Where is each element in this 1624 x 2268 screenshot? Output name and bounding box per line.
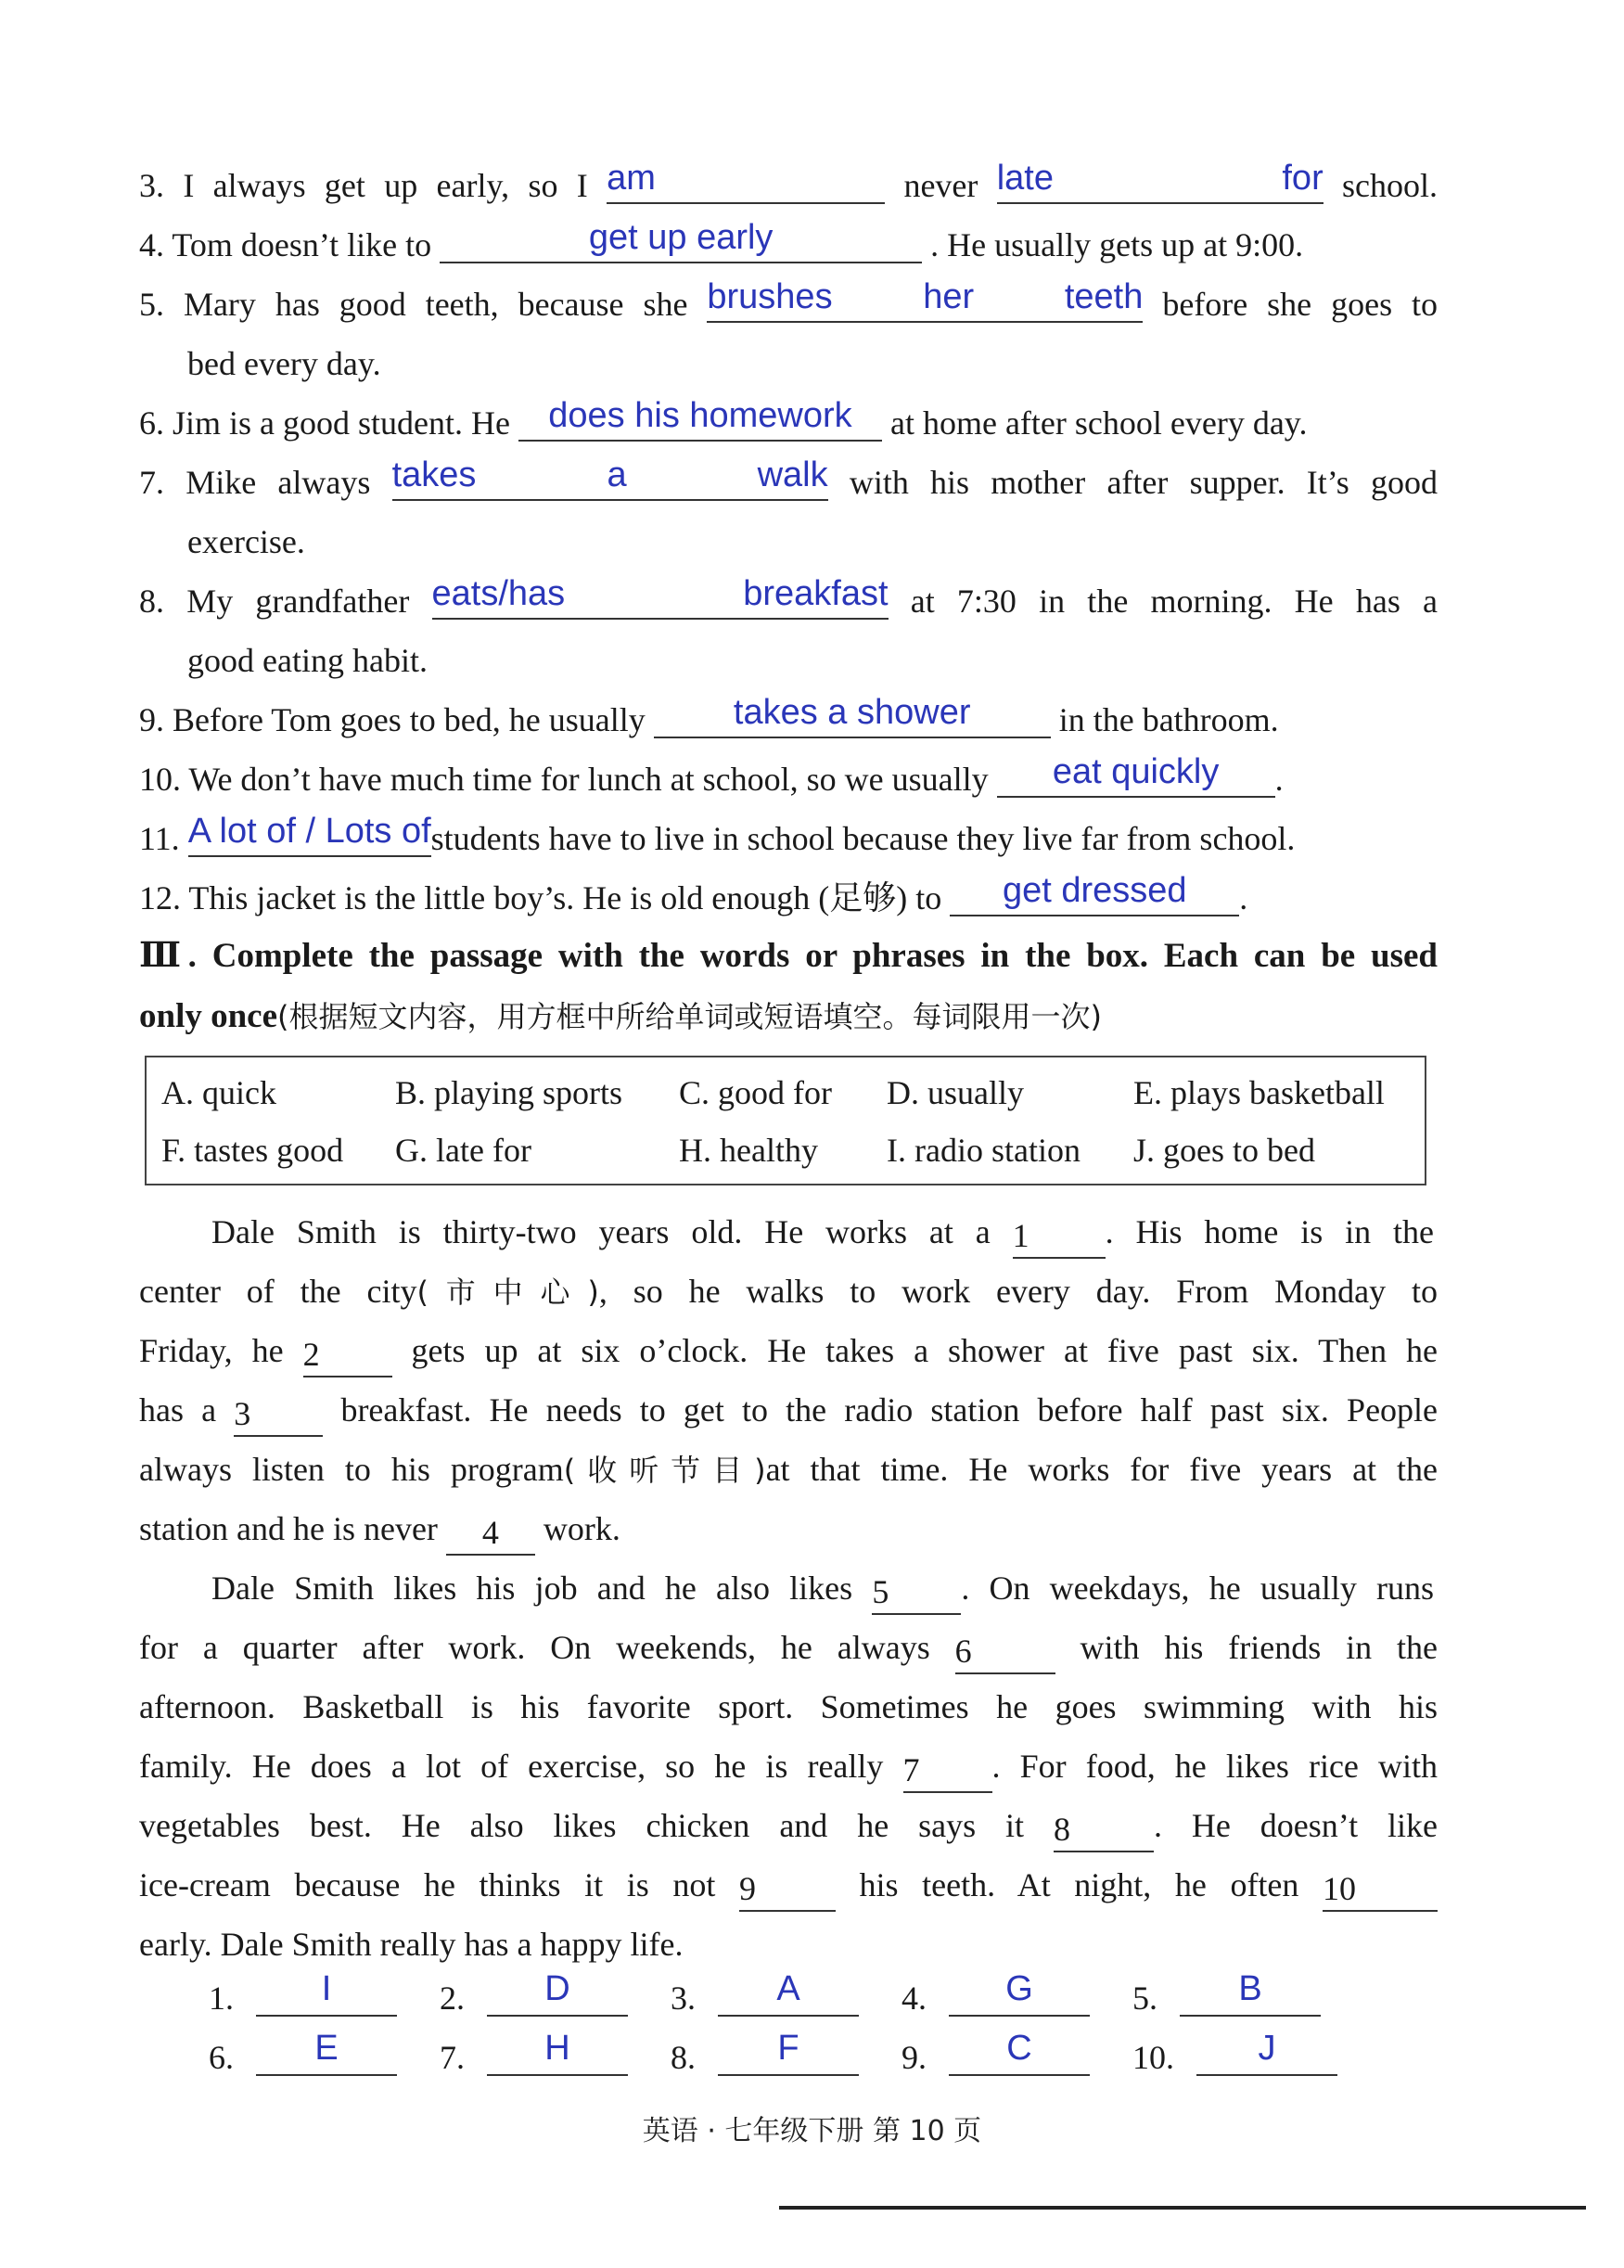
- answer-key-1: 1. I: [209, 1970, 397, 2018]
- passage-blank-number: 6: [955, 1630, 1055, 1674]
- handwritten-answer: A lot of / Lots of: [187, 812, 431, 851]
- option-e: E. plays basketball: [1133, 1074, 1385, 1111]
- passage-blank-number: 8: [1054, 1808, 1154, 1852]
- item-12: 12. This jacket is the little boy’s. He is old enough (足够) to get dressed .: [139, 868, 1438, 928]
- passage-line: Friday, he 2 gets up at six o’clock. He takes a shower at five past six. Then he: [139, 1321, 1438, 1380]
- answer-key-9: 9. C: [902, 2030, 1090, 2077]
- passage-line: early. Dale Smith really has a happy life.: [139, 1926, 684, 1963]
- passage-line: always listen to his program(收听节目)at that time. He works for five years at the: [139, 1451, 1438, 1488]
- passage-blank-number: 5: [872, 1570, 961, 1615]
- bottom-rule: [779, 2206, 1586, 2210]
- passage-blank-number: 4: [446, 1511, 535, 1556]
- answer-blank: [707, 275, 1143, 323]
- passage-blank-number: 2: [303, 1333, 392, 1377]
- answer-blank: [997, 156, 1323, 204]
- answer-key-8: 8. F: [671, 2030, 859, 2077]
- option-d: D. usually: [887, 1074, 1024, 1111]
- item-7: 7. Mike always takes a walk with his mother after supper. It’s good: [139, 453, 1438, 512]
- handwritten-answer: late for: [996, 159, 1323, 198]
- item-5: 5. Mary has good teeth, because she brushes her teeth before she goes to: [139, 275, 1438, 334]
- handwritten-answer: brushes her teeth: [707, 277, 1144, 316]
- handwritten-answer: D: [544, 1969, 570, 2008]
- handwritten-answer: am: [607, 159, 656, 198]
- item-6: 6. Jim is a good student. He does his homework at home after school every day.: [139, 393, 1438, 453]
- handwritten-answer: E: [314, 2029, 339, 2068]
- option-j: J. goes to bed: [1133, 1132, 1315, 1169]
- answer-blank: [654, 690, 1051, 738]
- handwritten-answer: get up early: [588, 218, 774, 257]
- handwritten-answer: get dressed: [1002, 871, 1187, 910]
- answer-blank: [392, 453, 828, 501]
- item-10: 10. We don’t have much time for lunch at school, so we usually eat quickly .: [139, 750, 1438, 809]
- item-8-continued: good eating habit.: [187, 642, 428, 679]
- answer-blank: [997, 750, 1275, 798]
- item-3: 3. I always get up early, so I am never late for school.: [139, 156, 1438, 215]
- answer-key-2: 2. D: [440, 1970, 628, 2018]
- handwritten-answer: J: [1258, 2029, 1276, 2068]
- passage-line: Dale Smith likes his job and he also likes 5 . On weekdays, he usually runs: [211, 1558, 1434, 1618]
- passage-line: center of the city(市中心), so he walks to work every day. From Monday to: [139, 1273, 1438, 1310]
- page-footer: 英语 · 七年级下册 第 10 页: [642, 2115, 982, 2147]
- section-3-heading: Ⅲ. Complete the passage with the words or phrases in the box. Each can be used: [139, 937, 1438, 975]
- option-i: I. radio station: [887, 1132, 1081, 1169]
- option-h: H. healthy: [679, 1132, 818, 1169]
- option-c: C. good for: [679, 1074, 832, 1111]
- answer-blank: [518, 393, 882, 442]
- passage-line: ice-cream because he thinks it is not 9 his teeth. At night, he often 10: [139, 1855, 1438, 1915]
- option-b: B. playing sports: [395, 1074, 623, 1111]
- passage-blank-number: 7: [903, 1749, 992, 1793]
- item-5-continued: bed every day.: [187, 345, 381, 382]
- handwritten-answer: F: [777, 2029, 799, 2068]
- item-7-continued: exercise.: [187, 523, 305, 560]
- handwritten-answer: I: [321, 1969, 332, 2008]
- item-9: 9. Before Tom goes to bed, he usually takes a shower in the bathroom.: [139, 690, 1438, 750]
- answer-key-7: 7. H: [440, 2030, 628, 2077]
- answer-blank: [440, 215, 922, 263]
- option-a: A. quick: [161, 1074, 276, 1111]
- passage-blank-number: 1: [1013, 1214, 1106, 1259]
- handwritten-answer: B: [1238, 1969, 1262, 2008]
- item-11: 11. A lot of / Lots of students have to live in school because they live far from school.: [139, 809, 1438, 868]
- answer-key-4: 4. G: [902, 1970, 1090, 2018]
- passage-line: vegetables best. He also likes chicken and he says it 8 . He doesn’t like: [139, 1796, 1438, 1855]
- passage-line: afternoon. Basketball is his favorite sport. Sometimes he goes swimming with his: [139, 1688, 1438, 1725]
- answer-key-3: 3. A: [671, 1970, 859, 2018]
- passage-line: for a quarter after work. On weekends, he always 6 with his friends in the: [139, 1618, 1438, 1677]
- passage-line: Dale Smith is thirty-two years old. He works at a 1 . His home is in the: [211, 1202, 1434, 1262]
- passage-line: has a 3 breakfast. He needs to get to the radio station before half past six. People: [139, 1380, 1438, 1440]
- item-8: 8. My grandfather eats/has breakfast at 7:30 in the morning. He has a: [139, 571, 1438, 631]
- handwritten-answer: takes a shower: [733, 693, 971, 732]
- passage-blank-number: 9: [739, 1867, 836, 1912]
- handwritten-answer: C: [1006, 2029, 1032, 2068]
- passage-blank-number: 10: [1323, 1867, 1438, 1912]
- handwritten-answer: does his homework: [548, 396, 852, 435]
- section-3-heading-cont: only once(根据短文内容，用方框中所给单词或短语填空。每词限用一次): [139, 997, 1103, 1035]
- answer-blank: [188, 809, 431, 857]
- answer-blank: [950, 868, 1239, 916]
- handwritten-answer: takes a walk: [391, 455, 828, 494]
- answer-key-6: 6. E: [209, 2030, 397, 2077]
- handwritten-answer: G: [1005, 1969, 1033, 2008]
- handwritten-answer: H: [544, 2029, 570, 2068]
- handwritten-answer: A: [776, 1969, 800, 2008]
- answer-blank: [432, 571, 889, 620]
- answer-key-10: 10. J: [1132, 2030, 1337, 2077]
- passage-line: family. He does a lot of exercise, so he is really 7 . For food, he likes rice with: [139, 1736, 1438, 1796]
- item-4: 4. Tom doesn’t like to get up early . He usually gets up at 9:00.: [139, 215, 1438, 275]
- passage-blank-number: 3: [234, 1392, 323, 1437]
- answer-blank: [607, 156, 885, 204]
- option-f: F. tastes good: [161, 1132, 344, 1169]
- passage-line: station and he is never 4 work.: [139, 1499, 1438, 1558]
- option-g: G. late for: [395, 1132, 531, 1169]
- word-box: [145, 1056, 1426, 1185]
- handwritten-answer: eat quickly: [1052, 752, 1220, 791]
- answer-key-5: 5. B: [1132, 1970, 1321, 2018]
- handwritten-answer: eats/has breakfast: [431, 574, 889, 613]
